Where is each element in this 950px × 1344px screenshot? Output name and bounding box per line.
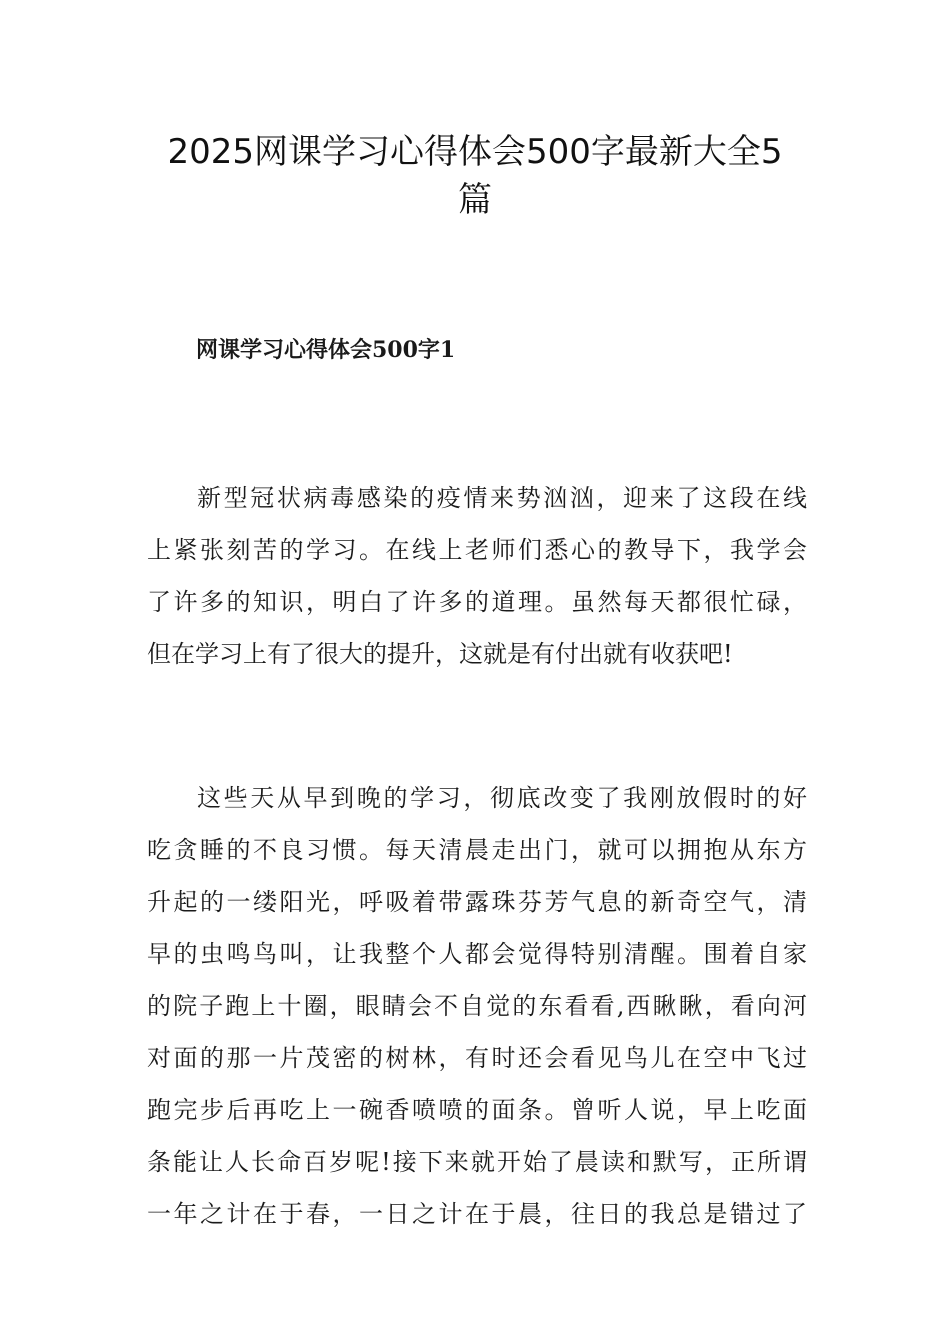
paragraph-line: 早的虫鸣鸟叫，让我整个人都会觉得特别清醒。围着自家 bbox=[147, 940, 807, 968]
paragraph-line: 吃贪睡的不良习惯。每天清晨走出门，就可以拥抱从东方 bbox=[147, 836, 807, 864]
title-line-2: 篇 bbox=[458, 180, 492, 220]
paragraph-1 bbox=[147, 472, 807, 680]
paragraph-line: 升起的一缕阳光，呼吸着带露珠芬芳气息的新奇空气，清 bbox=[147, 888, 807, 916]
paragraph-line: 跑完步后再吃上一碗香喷喷的面条。曾听人说，早上吃面 bbox=[147, 1096, 807, 1124]
paragraph-line: 了许多的知识，明白了许多的道理。虽然每天都很忙碌， bbox=[147, 588, 807, 616]
paragraph-line: 这些天从早到晚的学习，彻底改变了我刚放假时的好 bbox=[197, 784, 807, 812]
paragraph-line: 但在学习上有了很大的提升，这就是有付出就有收获吧! bbox=[147, 640, 733, 668]
section-heading: 网课学习心得体会500字1 bbox=[196, 337, 456, 363]
paragraph-line: 上紧张刻苦的学习。在线上老师们悉心的教导下，我学会 bbox=[147, 536, 807, 564]
document-title bbox=[120, 128, 830, 224]
paragraph-line: 一年之计在于春，一日之计在于晨，往日的我总是错过了 bbox=[147, 1200, 807, 1228]
paragraph-line: 对面的那一片茂密的树林，有时还会看见鸟儿在空中飞过 bbox=[147, 1044, 807, 1072]
paragraph-line: 的院子跑上十圈，眼睛会不自觉的东看看,西瞅瞅，看向河 bbox=[147, 992, 807, 1020]
title-line-1: 2025网课学习心得体会500字最新大全5 bbox=[167, 132, 783, 172]
paragraph-2 bbox=[147, 772, 807, 1240]
paragraph-line: 新型冠状病毒感染的疫情来势汹汹，迎来了这段在线 bbox=[197, 484, 807, 512]
paragraph-line: 条能让人长命百岁呢!接下来就开始了晨读和默写，正所谓 bbox=[147, 1148, 807, 1176]
